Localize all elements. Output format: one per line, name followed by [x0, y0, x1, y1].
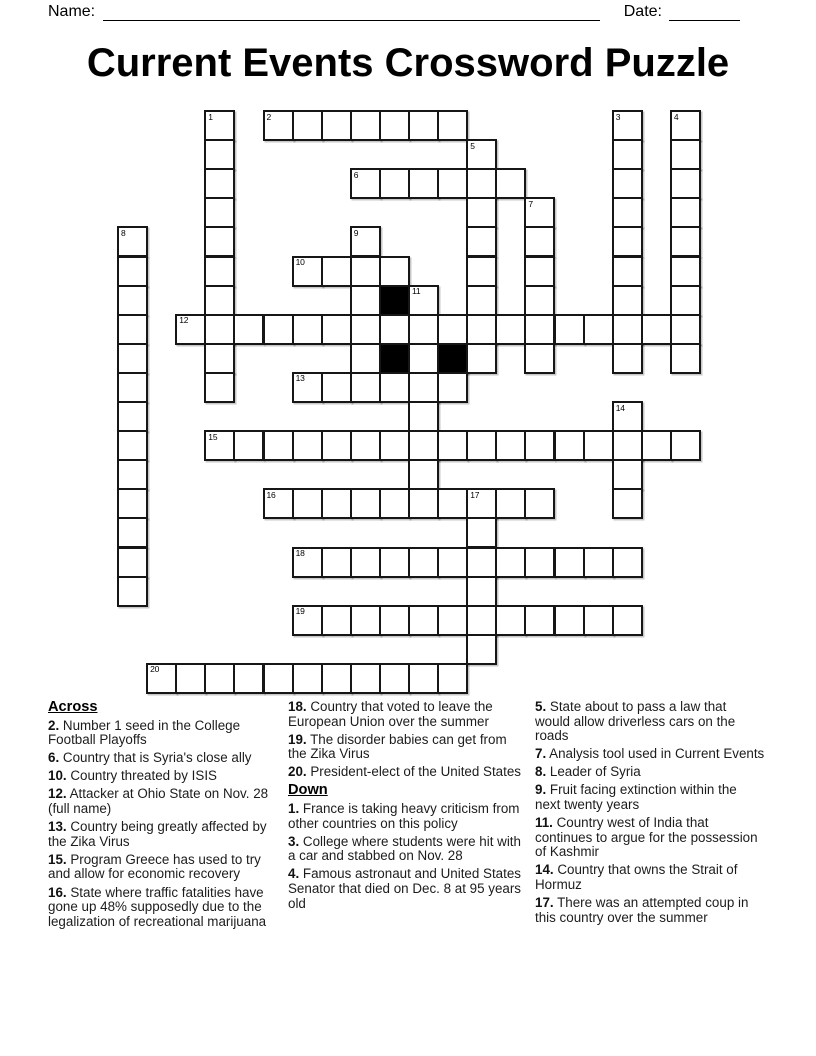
grid-cell[interactable]: [554, 605, 585, 636]
grid-cell[interactable]: [612, 343, 643, 374]
grid-cell[interactable]: [350, 256, 381, 287]
grid-cell[interactable]: [350, 663, 381, 694]
name-label: Name:: [48, 3, 96, 20]
grid-cell[interactable]: [466, 634, 497, 665]
cell-number: 8: [121, 227, 126, 238]
grid-cell[interactable]: [408, 663, 439, 694]
grid-cell[interactable]: [292, 430, 323, 461]
grid-cell[interactable]: [612, 256, 643, 287]
grid-cell[interactable]: [524, 547, 555, 578]
grid-cell[interactable]: [408, 168, 439, 199]
grid-cell[interactable]: [350, 605, 381, 636]
header: [48, 2, 740, 21]
grid-cell[interactable]: [612, 605, 643, 636]
grid-cell[interactable]: [612, 430, 643, 461]
page-title: Current Events Crossword Puzzle: [86, 41, 730, 85]
grid-cell[interactable]: [670, 314, 701, 345]
grid-cell[interactable]: [379, 168, 410, 199]
cell-number: 16: [266, 489, 276, 500]
grid-cell[interactable]: [175, 663, 206, 694]
clue-number: 4.: [288, 866, 300, 882]
clue-number: 1.: [288, 801, 300, 817]
cell-number: 13: [295, 373, 305, 384]
grid-cell[interactable]: [117, 576, 148, 607]
grid-cell[interactable]: [408, 314, 439, 345]
grid-cell[interactable]: [495, 168, 526, 199]
crossword-grid: [117, 110, 703, 696]
grid-cell[interactable]: [379, 547, 410, 578]
grid-cell[interactable]: [379, 663, 410, 694]
grid-cell[interactable]: [612, 285, 643, 316]
grid-cell[interactable]: [495, 314, 526, 345]
grid-cell-black: [379, 343, 410, 374]
down-clue-7: 7. Analysis tool used in Current Events: [535, 746, 765, 762]
cell-number: 6: [353, 169, 359, 180]
grid-cell[interactable]: [292, 488, 323, 519]
down-clue-9: 9. Fruit facing extinction within the next twenty years: [535, 782, 737, 813]
cell-number: 3: [615, 111, 621, 122]
grid-cell-black: [379, 285, 410, 316]
grid-cell[interactable]: [379, 256, 410, 287]
clue-number: 14.: [535, 862, 554, 878]
grid-cell[interactable]: [495, 488, 526, 519]
grid-cell[interactable]: [612, 401, 643, 432]
down-clue-5: 5. State about to pass a law that would allow driverless cars on the roads: [535, 699, 736, 744]
clue-number: 11.: [535, 815, 553, 831]
grid-cell[interactable]: [466, 343, 497, 374]
grid-cell[interactable]: [321, 605, 352, 636]
grid-cell[interactable]: [670, 226, 701, 257]
grid-cell[interactable]: [612, 459, 643, 490]
grid-cell[interactable]: [350, 285, 381, 316]
clue-column-1: [48, 700, 286, 933]
grid-cell[interactable]: [350, 547, 381, 578]
grid-cell[interactable]: [204, 343, 235, 374]
cell-number: 10: [295, 257, 305, 267]
clue-number: 13.: [48, 819, 67, 835]
cell-number: 12: [179, 315, 189, 326]
grid-cell[interactable]: [379, 430, 410, 461]
grid-cell[interactable]: [379, 372, 410, 403]
date-input-line[interactable]: [669, 2, 740, 21]
grid-cell[interactable]: [321, 372, 352, 403]
grid-cell[interactable]: [204, 197, 235, 228]
grid-cell[interactable]: [670, 197, 701, 228]
grid-cell[interactable]: [670, 343, 701, 374]
grid-cell[interactable]: [117, 256, 148, 287]
clue-number: 10.: [48, 768, 67, 784]
grid-cell[interactable]: [437, 430, 468, 461]
down-clue-1: 1. France is taking heavy criticism from other countries on this policy: [288, 801, 520, 831]
cell-number: 15: [208, 431, 218, 442]
grid-cell[interactable]: [524, 605, 555, 636]
cell-number: 14: [615, 402, 625, 413]
grid-cell[interactable]: [204, 139, 235, 170]
grid-cell[interactable]: [117, 459, 148, 490]
grid-cell[interactable]: [612, 488, 643, 519]
grid-cell[interactable]: [379, 110, 410, 141]
grid-cell[interactable]: [117, 430, 148, 461]
grid-cell[interactable]: [670, 256, 701, 287]
grid-cell[interactable]: [612, 110, 643, 141]
across-clue-19: 19. The disorder babies can get from the Zika Virus: [288, 731, 507, 762]
grid-cell[interactable]: [641, 314, 672, 345]
grid-cell[interactable]: [437, 605, 468, 636]
grid-cell[interactable]: [204, 168, 235, 199]
clue-column-3: [535, 700, 765, 929]
clue-number: 15.: [48, 851, 67, 867]
grid-cell[interactable]: [437, 547, 468, 578]
grid-cell[interactable]: [466, 576, 497, 607]
cell-number: 1: [208, 111, 213, 122]
grid-cell[interactable]: [117, 314, 148, 345]
grid-cell[interactable]: [263, 110, 294, 141]
grid-cell[interactable]: [292, 547, 323, 578]
grid-cell[interactable]: [670, 285, 701, 316]
grid-cell[interactable]: [117, 285, 148, 316]
grid-cell[interactable]: [437, 110, 468, 141]
grid-cell[interactable]: [117, 517, 148, 548]
grid-cell[interactable]: [350, 430, 381, 461]
grid-cell[interactable]: [583, 314, 614, 345]
grid-cell[interactable]: [408, 110, 439, 141]
grid-cell[interactable]: [524, 488, 555, 519]
down-clue-4: 4. Famous astronaut and United States Senator that died on Dec. 8 at 95 years old: [288, 866, 521, 911]
grid-cell[interactable]: [612, 226, 643, 257]
across-clue-6: 6. Country that is Syria's close ally: [48, 750, 252, 766]
grid-cell[interactable]: [408, 430, 439, 461]
grid-cell[interactable]: [292, 314, 323, 345]
grid-cell[interactable]: [466, 285, 497, 316]
grid-cell[interactable]: [612, 314, 643, 345]
grid-cell[interactable]: [321, 110, 352, 141]
grid-cell[interactable]: [466, 226, 497, 257]
cell-number: 2: [266, 111, 272, 122]
grid-cell[interactable]: [321, 430, 352, 461]
grid-cell[interactable]: [466, 256, 497, 287]
grid-cell[interactable]: [466, 430, 497, 461]
cell-number: 4: [673, 111, 679, 122]
grid-cell[interactable]: [437, 314, 468, 345]
cell-number: 18: [295, 548, 305, 558]
grid-cell[interactable]: [292, 605, 323, 636]
grid-cell[interactable]: [524, 285, 555, 316]
grid-cell[interactable]: [350, 372, 381, 403]
cell-number: 20: [150, 664, 160, 675]
grid-cell[interactable]: [321, 314, 352, 345]
grid-cell[interactable]: [292, 372, 323, 403]
grid-cell[interactable]: [466, 517, 497, 548]
grid-cell[interactable]: [437, 663, 468, 694]
grid-cell[interactable]: [524, 226, 555, 257]
grid-cell[interactable]: [408, 547, 439, 578]
grid-cell[interactable]: [612, 197, 643, 228]
grid-cell[interactable]: [524, 430, 555, 461]
grid-cell[interactable]: [350, 168, 381, 199]
across-clue-18: 18. Country that voted to leave the European Union over the summer: [288, 699, 493, 729]
grid-cell[interactable]: [524, 197, 555, 228]
grid-cell[interactable]: [524, 256, 555, 287]
grid-cell[interactable]: [524, 343, 555, 374]
across-clue-15: 15. Program Greece has used to try and allow for economic recovery: [48, 851, 261, 882]
clue-number: 5.: [535, 699, 547, 714]
grid-cell[interactable]: [641, 430, 672, 461]
clue-number: 20.: [288, 764, 307, 780]
grid-cell[interactable]: [379, 314, 410, 345]
cell-number: 11: [412, 286, 421, 297]
grid-cell[interactable]: [350, 488, 381, 519]
date-label: Date:: [623, 3, 662, 20]
grid-cell[interactable]: [263, 430, 294, 461]
grid-cell[interactable]: [263, 488, 294, 519]
grid-cell-black: [437, 343, 468, 374]
grid-cell[interactable]: [408, 605, 439, 636]
grid-cell[interactable]: [583, 547, 614, 578]
cell-number: 9: [353, 227, 359, 238]
grid-cell[interactable]: [117, 547, 148, 578]
grid-cell[interactable]: [583, 430, 614, 461]
grid-cell[interactable]: [612, 168, 643, 199]
grid-cell[interactable]: [321, 256, 352, 287]
down-heading: Down: [288, 782, 328, 799]
grid-cell[interactable]: [408, 488, 439, 519]
down-clue-8: 8. Leader of Syria: [535, 764, 641, 780]
grid-cell[interactable]: [263, 314, 294, 345]
grid-cell[interactable]: [117, 226, 148, 257]
grid-cell[interactable]: [554, 430, 585, 461]
grid-cell[interactable]: [350, 343, 381, 374]
grid-cell[interactable]: [321, 663, 352, 694]
grid-cell[interactable]: [233, 314, 264, 345]
cell-number: 17: [470, 489, 480, 500]
grid-cell[interactable]: [437, 168, 468, 199]
grid-cell[interactable]: [554, 547, 585, 578]
grid-cell[interactable]: [204, 430, 235, 461]
grid-cell[interactable]: [408, 372, 439, 403]
grid-cell[interactable]: [146, 663, 177, 694]
clue-number: 16.: [48, 884, 67, 900]
grid-cell[interactable]: [466, 168, 497, 199]
grid-cell[interactable]: [350, 226, 381, 257]
grid-cell[interactable]: [408, 459, 439, 490]
grid-cell[interactable]: [350, 110, 381, 141]
across-clue-16: 16. State where traffic fatalities have gone up 48% supposedly due to the legalization of recreational marijuana: [48, 884, 267, 929]
grid-cell[interactable]: [408, 343, 439, 374]
grid-cell[interactable]: [466, 605, 497, 636]
across-clue-20: 20. President-elect of the United States: [288, 764, 521, 780]
down-clue-11: 11. Country west of India that continues to argue for the possession of Kashmir: [535, 815, 758, 860]
down-clue-3: 3. College where students were hit with a car and stabbed on Nov. 28: [288, 833, 521, 864]
grid-cell[interactable]: [524, 314, 555, 345]
grid-cell[interactable]: [292, 110, 323, 141]
clue-number: 12.: [48, 786, 67, 802]
grid-cell[interactable]: [379, 605, 410, 636]
down-clue-14: 14. Country that owns the Strait of Hormuz: [535, 862, 738, 893]
grid-cell[interactable]: [379, 488, 410, 519]
across-clue-2: 2. Number 1 seed in the College Football Playoffs: [48, 717, 241, 748]
grid-cell[interactable]: [466, 139, 497, 170]
grid-cell[interactable]: [117, 343, 148, 374]
grid-cell[interactable]: [612, 547, 643, 578]
name-input-line[interactable]: [103, 2, 600, 21]
grid-cell[interactable]: [350, 314, 381, 345]
grid-cell[interactable]: [670, 110, 701, 141]
across-clue-13: 13. Country being greatly affected by the Zika Virus: [48, 819, 267, 849]
grid-cell[interactable]: [292, 663, 323, 694]
grid-cell[interactable]: [583, 605, 614, 636]
clue-column-2: [288, 700, 522, 915]
grid-cell[interactable]: [495, 547, 526, 578]
grid-cell[interactable]: [612, 139, 643, 170]
clue-number: 17.: [535, 895, 554, 911]
grid-cell[interactable]: [495, 430, 526, 461]
grid-cell[interactable]: [117, 401, 148, 432]
across-clue-12: 12. Attacker at Ohio State on Nov. 28 (full name): [48, 786, 269, 817]
cell-number: 7: [528, 198, 533, 209]
grid-cell[interactable]: [117, 488, 148, 519]
grid-cell[interactable]: [233, 430, 264, 461]
clue-number: 6.: [48, 750, 60, 766]
grid-cell[interactable]: [204, 256, 235, 287]
grid-cell[interactable]: [204, 285, 235, 316]
clue-number: 9.: [535, 782, 547, 798]
grid-cell[interactable]: [204, 663, 235, 694]
grid-cell[interactable]: [466, 488, 497, 519]
grid-cell[interactable]: [175, 314, 206, 345]
grid-cell[interactable]: [670, 168, 701, 199]
grid-cell[interactable]: [117, 372, 148, 403]
grid-cell[interactable]: [233, 663, 264, 694]
grid-cell[interactable]: [408, 401, 439, 432]
clue-number: 8.: [535, 764, 547, 780]
grid-cell[interactable]: [204, 372, 235, 403]
across-heading: Across: [48, 699, 98, 715]
cell-number: 19: [295, 606, 305, 617]
clue-number: 3.: [288, 833, 300, 849]
grid-cell[interactable]: [204, 110, 235, 141]
grid-cell[interactable]: [466, 314, 497, 345]
down-clue-17: 17. There was an attempted coup in this country over the summer: [535, 895, 749, 925]
grid-cell[interactable]: [554, 314, 585, 345]
cell-number: 5: [470, 140, 475, 151]
grid-cell[interactable]: [670, 430, 701, 461]
grid-cell[interactable]: [466, 547, 497, 578]
clue-number: 19.: [288, 731, 307, 747]
clue-number: 2.: [48, 717, 60, 733]
grid-cell[interactable]: [321, 488, 352, 519]
clue-number: 7.: [535, 746, 547, 762]
grid-cell[interactable]: [495, 605, 526, 636]
grid-cell[interactable]: [437, 488, 468, 519]
grid-cell[interactable]: [466, 197, 497, 228]
grid-cell[interactable]: [321, 547, 352, 578]
grid-cell[interactable]: [670, 139, 701, 170]
grid-cell[interactable]: [204, 314, 235, 345]
grid-cell[interactable]: [437, 372, 468, 403]
grid-cell[interactable]: [292, 256, 323, 287]
grid-cell[interactable]: [408, 285, 439, 316]
grid-cell[interactable]: [263, 663, 294, 694]
across-clue-10: 10. Country threated by ISIS: [48, 768, 217, 784]
grid-cell[interactable]: [204, 226, 235, 257]
clue-number: 18.: [288, 699, 307, 714]
